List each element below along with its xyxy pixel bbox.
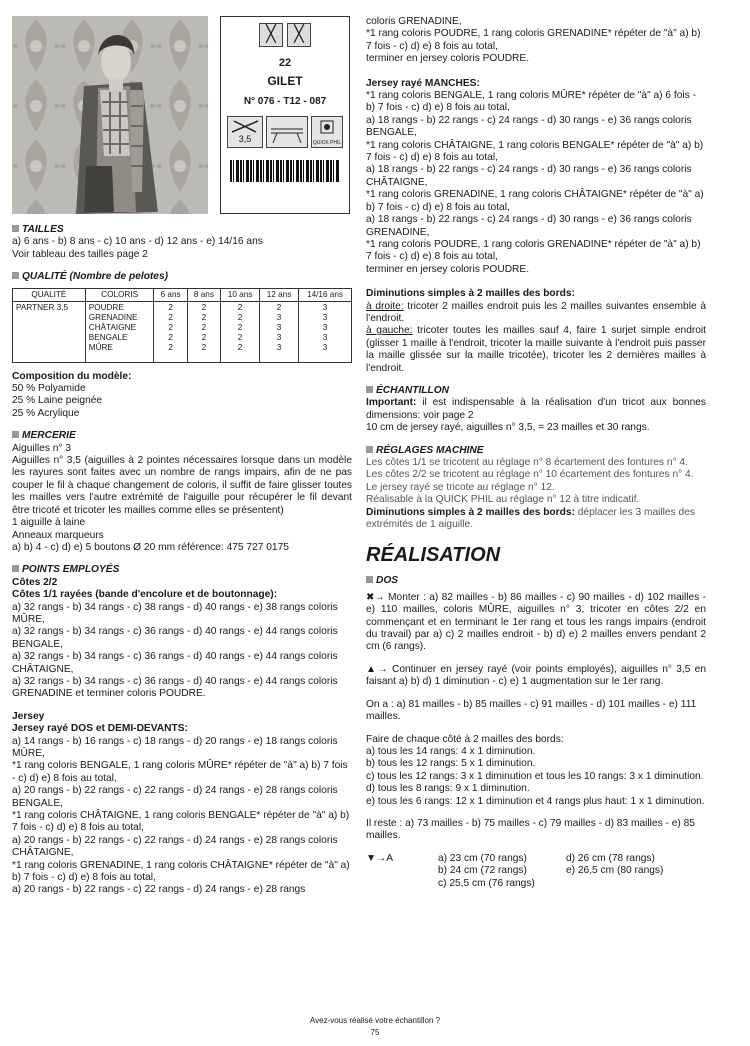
dos-decrease-line: a) tous les 14 rangs: 4 x 1 diminution. xyxy=(366,745,536,757)
needle-size-label: 3,5 xyxy=(238,133,252,144)
table-header-row xyxy=(13,288,352,301)
stripe-line: coloris GRENADINE, xyxy=(366,16,462,27)
composition-line: 25 % Laine peignée xyxy=(12,395,103,407)
measurement: a) 23 cm (70 rangs) xyxy=(438,852,527,864)
manches-line: *1 rang coloris GRENADINE, 1 rang coloris CHÂTAIGNE* répéter de "à" a) b) 7 fois - c) d) e) 8 fois au total, xyxy=(366,189,704,213)
jersey-line: a) 14 rangs - b) 16 rangs - c) 18 rangs - d) 20 rangs - e) 18 rangs coloris MÛRE, xyxy=(12,735,338,759)
color-name: MÛRE xyxy=(88,342,113,352)
dos-remaining: Il reste : a) 73 mailles - b) 75 mailles - c) 79 mailles - d) 83 mailles - e) 85 mailles. xyxy=(366,817,695,842)
count-cell: 2 2 2 2 2 xyxy=(187,301,220,362)
jersey-line: a) 20 rangs - b) 22 rangs - c) 22 rangs - d) 24 rangs - e) 28 rangs coloris CHÂTAIGNE, xyxy=(12,834,338,859)
cotes22-label: Côtes 2/2 xyxy=(12,576,58,588)
color-name: POUDRE xyxy=(88,302,124,312)
crossed-needles-icon: ╳ xyxy=(259,23,283,47)
dos-heading: DOS xyxy=(366,575,706,587)
important-label: Important: xyxy=(366,397,417,409)
manches-line: a) 18 rangs - b) 22 rangs - c) 24 rangs - d) 30 rangs - e) 36 rangs coloris CHÂTAIGNE, xyxy=(366,164,692,188)
pattern-title: GILET xyxy=(267,74,303,89)
table-row xyxy=(13,301,352,362)
stripe-line: terminer en jersey coloris POUDRE. xyxy=(366,53,530,65)
measurement: e) 26,5 cm (80 rangs) xyxy=(566,865,664,877)
color-name: BENGALE xyxy=(88,332,128,342)
manches-line: *1 rang coloris CHÂTAIGNE, 1 rang coloris BENGALE* répéter de "à" a) b) 7 fois - c) d) e) 8 fois au total, xyxy=(366,139,704,164)
quality-cell: PARTNER 3,5 xyxy=(13,301,86,362)
right-column xyxy=(366,16,706,890)
reglages-dimin xyxy=(366,507,706,532)
reglages-line: Les côtes 1/1 se tricotent au réglage n° 8 écartement des fontures n° 4. xyxy=(366,457,688,468)
machine-icon xyxy=(266,116,308,148)
reglages-heading: RÉGLAGES MACHINE xyxy=(366,445,706,457)
quick-phil-label: QUICK PHIL xyxy=(312,140,342,147)
needle-size-icon xyxy=(227,116,263,148)
mercerie-line: a) b) 4 - c) d) e) 5 boutons Ø 20 mm référence: 475 727 0175 xyxy=(12,541,289,553)
count-cell: 2 2 2 2 2 xyxy=(154,301,187,362)
composition-heading: Composition du modèle: xyxy=(12,370,132,382)
dos-decrease-line: b) tous les 12 rangs: 5 x 1 diminution. xyxy=(366,758,536,770)
table-header-cell: 12 ans xyxy=(260,288,299,301)
barcode xyxy=(230,160,340,182)
color-name: GRENADINE xyxy=(88,312,138,322)
color-name: CHÂTAIGNE xyxy=(88,322,136,332)
measurement: b) 24 cm (72 rangs) xyxy=(438,865,527,877)
manches-line: *1 rang coloris POUDRE, 1 rang coloris GRENADINE* répéter de "à" a) b) 7 fois - c) d) e) 8 fois au total, xyxy=(366,238,701,263)
droite-text: tricoter 2 mailles endroit puis les 2 mailles suivantes ensemble à l'endroit. xyxy=(366,300,706,324)
measurement: d) 26 cm (78 rangs) xyxy=(566,852,655,864)
echantillon-heading: ÉCHANTILLON xyxy=(366,385,706,397)
points-heading: POINTS EMPLOYÉS xyxy=(12,564,352,576)
reglages-line: Les côtes 2/2 se tricotent au réglage n° 10 écartement des fontures n° 4. xyxy=(366,469,694,481)
qualite-heading: QUALITÉ (Nombre de pelotes) xyxy=(12,271,352,283)
jersey-line: *1 rang coloris BENGALE, 1 rang coloris MÛRE* répéter de "à" a) b) 7 fois - c) d) e) 8 fois au total, xyxy=(12,760,348,784)
mercerie-line: Aiguilles n° 3,5 (aiguilles à 2 pointes nécessaires lorsque dans un modèle les rayures sont faites avec un nombre de rangs impairs, afin de ne pas couper le fil à chaque changement de coloris, il suffit de faire glisser toutes les mailles vers l'autre extrémité de l'aiguille pour récupérer le fil devant être tricoté et tricoter les mailles comme elles se présentent) xyxy=(12,455,352,516)
diminution-gauche xyxy=(366,325,706,375)
table-header-cell: 6 ans xyxy=(154,288,187,301)
pattern-number: 22 xyxy=(278,57,292,69)
page-number: 75 xyxy=(370,1028,380,1037)
reglages-line: Le jersey rayé se tricote au réglage n° 12. xyxy=(366,481,555,493)
cotes-line: a) 32 rangs - b) 34 rangs - c) 36 rangs - d) 40 rangs - e) 44 rangs coloris GRENADINE et terminer coloris POUDRE. xyxy=(12,675,338,700)
cotes-line: a) 32 rangs - b) 34 rangs - c) 38 rangs - d) 40 rangs - e) 38 rangs coloris MÛRE, xyxy=(12,601,338,625)
tailles-line: a) 6 ans - b) 8 ans - c) 10 ans - d) 12 ans - e) 14/16 ans xyxy=(12,236,263,248)
table-header-cell: COLORIS xyxy=(85,288,154,301)
jersey-raye-label: Jersey rayé DOS et DEMI-DEVANTS: xyxy=(12,723,188,735)
cotes11-label: Côtes 1/1 rayées (bande d'encolure et de boutonnage): xyxy=(12,589,278,601)
jersey-line: *1 rang coloris GRENADINE, 1 rang coloris CHÂTAIGNE* répéter de "à" a) b) 7 fois - c) d) e) 8 fois au total, xyxy=(12,859,350,884)
table-header-cell: 14/16 ans xyxy=(299,288,352,301)
jersey-line: *1 rang coloris CHÂTAIGNE, 1 rang coloris BENGALE* répéter de "à" a) b) 7 fois - c) d) e) 8 fois au total, xyxy=(12,810,350,834)
important-note xyxy=(366,397,706,422)
reglages-dimin-text: déplacer les 3 mailles des extrémités de 1 aiguille. xyxy=(366,506,695,531)
jersey-label: Jersey xyxy=(12,710,45,722)
mercerie-line: 1 aiguille à laine xyxy=(12,517,86,529)
mercerie-heading: MERCERIE xyxy=(12,430,352,442)
reglages-dimin-label: Diminutions simples à 2 mailles des bords: xyxy=(366,506,575,518)
jersey-line: a) 20 rangs - b) 22 rangs - c) 22 rangs - d) 24 rangs - e) 28 rangs xyxy=(12,884,306,896)
manches-heading: Jersey rayé MANCHES: xyxy=(366,77,480,89)
tailles-note: Voir tableau des tailles page 2 xyxy=(12,248,148,260)
dos-jersey: ▲→ Continuer en jersey rayé (voir points employés), aiguilles n° 3,5 en faisant a) b) d) 1 diminution - c) e) 1 augmentation sur le 1er rang. xyxy=(366,663,706,688)
child-in-cardigan-image xyxy=(12,16,208,214)
yarn-quantity-table xyxy=(12,288,352,363)
table-header-cell: QUALITÉ xyxy=(13,288,86,301)
count-cell: 3 3 3 3 3 xyxy=(299,301,352,362)
quick-phil-icon xyxy=(311,116,343,148)
diminution-droite xyxy=(366,301,706,326)
left-column xyxy=(12,16,352,897)
symbol-row xyxy=(221,116,349,148)
composition-line: 25 % Acrylique xyxy=(12,407,80,419)
tailles-heading: TAILLES xyxy=(12,224,352,236)
footer-question: Avez-vous réalisé votre échantillon ? xyxy=(309,1016,441,1025)
table-header-cell: 8 ans xyxy=(187,288,220,301)
manches-line: *1 rang coloris BENGALE, 1 rang coloris MÛRE* répéter de "à" a) 6 fois - b) 7 fois - c) d) e) 8 fois au total, xyxy=(366,90,696,114)
mercerie-line: Anneaux marqueurs xyxy=(12,529,104,541)
droite-label: à droite: xyxy=(366,300,404,312)
pattern-info-box xyxy=(220,16,350,214)
table-header-cell: 10 ans xyxy=(221,288,260,301)
manches-line: a) 18 rangs - b) 22 rangs - c) 24 rangs - d) 30 rangs - e) 36 rangs coloris BENGALE, xyxy=(366,114,692,139)
important-text: il est indispensable à la réalisation d'un tricot aux bonnes dimensions: voir page 2 xyxy=(366,397,706,421)
count-cell: 2 2 2 2 2 xyxy=(221,301,260,362)
measurement-grid xyxy=(438,853,706,890)
dos-count: On a : a) 81 mailles - b) 85 mailles - c) 91 mailles - d) 101 mailles - e) 111 mailles. xyxy=(366,698,697,723)
gauche-text: tricoter toutes les mailles sauf 4, faire 1 surjet simple endroit (glisser 1 maille à l'endroit, tricoter la maille suivante à l'endroit puis passer la maille glissée sur la maille tricotée), tricoter les 2 dernières mailles à l'endroit. xyxy=(366,325,707,374)
realisation-title: RÉALISATION xyxy=(366,544,501,567)
dos-decrease-line: d) tous les 8 rangs: 9 x 1 diminution. xyxy=(366,783,530,795)
needles-icon-row xyxy=(221,23,349,47)
measurement-block xyxy=(366,853,706,890)
cotes-line: a) 32 rangs - b) 34 rangs - c) 36 rangs - d) 40 rangs - e) 44 rangs coloris BENGALE, xyxy=(12,626,338,650)
cotes-line: a) 32 rangs - b) 34 rangs - c) 36 rangs - d) 40 rangs - e) 44 rangs coloris CHÂTAIGNE, xyxy=(12,651,338,675)
count-cell: 2 3 3 3 3 xyxy=(260,301,299,362)
mercerie-line: Aiguilles n° 3 xyxy=(12,442,72,454)
gauche-label: à gauche: xyxy=(366,325,413,337)
colors-cell xyxy=(85,301,154,362)
model-photo xyxy=(12,16,208,214)
manches-line: a) 18 rangs - b) 22 rangs - c) 24 rangs - d) 30 rangs - e) 36 rangs coloris GRENADINE, xyxy=(366,214,692,238)
dos-decrease-line: c) tous les 12 rangs: 3 x 1 diminution et tous les 10 rangs: 3 x 1 diminution. xyxy=(366,770,704,782)
stripe-line: *1 rang coloris POUDRE, 1 rang coloris GRENADINE* répéter de "à" a) b) 7 fois - c) d) e) 8 fois au total, xyxy=(366,28,701,52)
diminutions-heading: Diminutions simples à 2 mailles des bords: xyxy=(366,288,575,300)
echantillon-line: 10 cm de jersey rayé, aiguilles n° 3,5, = 23 mailles et 30 rangs. xyxy=(366,422,650,434)
dos-cast-on: ✖→ Monter : a) 82 mailles - b) 86 mailles - c) 90 mailles - d) 102 mailles - e) 110 mailles, coloris MÛRE, aiguilles n° 3, tricoter en côtes 2/2 en commençant et en terminant le 1er rang et tous les rangs impairs (endroit du travail) par a) c) 2 mailles endroit - b) d) e) 2 mailles envers pendant 2 cm (6 rangs). xyxy=(366,591,706,653)
crossed-needles-icon: ╳ xyxy=(287,23,311,47)
dos-decrease-line: e) tous les 6 rangs: 12 x 1 diminution et 4 rangs plus haut: 1 x 1 diminution. xyxy=(366,795,705,807)
jersey-line: a) 20 rangs - b) 22 rangs - c) 22 rangs - d) 24 rangs - e) 28 rangs coloris BENGALE, xyxy=(12,785,338,809)
composition-line: 50 % Polyamide xyxy=(12,383,86,395)
arrow-a-label: ▼→A xyxy=(366,852,394,864)
dos-decrease-intro: Faire de chaque côté à 2 mailles des bords: xyxy=(366,733,564,745)
manches-line: terminer en jersey coloris POUDRE. xyxy=(366,263,530,275)
pattern-reference: N° 076 - T12 - 087 xyxy=(243,95,327,107)
measurement: c) 25,5 cm (76 rangs) xyxy=(438,877,535,889)
reglages-line: Réalisable à la QUICK PHIL au réglage n° 12 à titre indicatif. xyxy=(366,494,640,506)
